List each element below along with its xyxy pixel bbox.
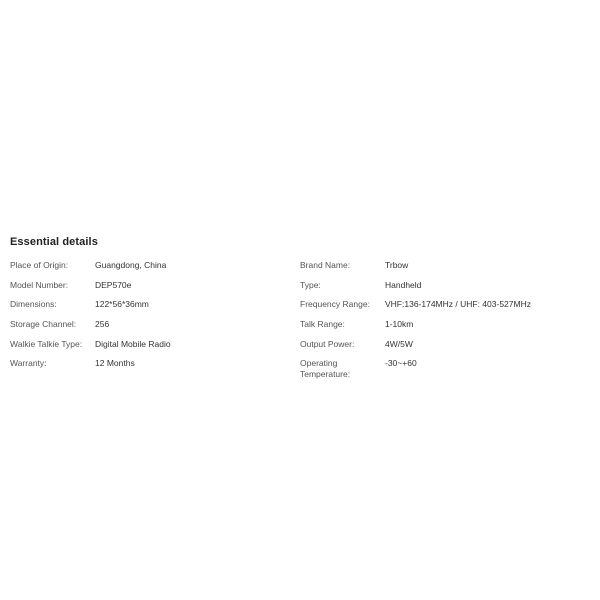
spec-row xyxy=(10,299,300,310)
spec-label: Place of Origin: xyxy=(10,260,69,270)
spec-value: Handheld xyxy=(385,279,422,290)
spec-row xyxy=(300,280,590,291)
spec-label: Warranty: xyxy=(10,358,47,369)
spec-row xyxy=(10,280,300,291)
spec-row xyxy=(300,339,590,350)
spec-label: Type: xyxy=(300,279,321,290)
specs-column-right xyxy=(300,260,590,388)
spec-row xyxy=(10,358,300,369)
spec-value: DEP570e xyxy=(95,279,132,290)
spec-row xyxy=(10,260,300,271)
spec-label: Dimensions: xyxy=(10,299,57,310)
spec-value: VHF:136-174MHz / UHF: 403-527MHz xyxy=(385,299,531,310)
spec-value: -30~+60 xyxy=(385,358,417,369)
spec-value: 122*56*36mm xyxy=(95,299,149,310)
spec-row xyxy=(300,260,590,271)
spec-label: Model Number: xyxy=(10,279,69,290)
spec-label: Output Power: xyxy=(300,338,355,349)
spec-value: Trbow xyxy=(385,260,409,270)
spec-row xyxy=(300,358,590,379)
spec-label: Brand Name: xyxy=(300,260,351,270)
spec-row xyxy=(300,319,590,330)
spec-label: Frequency Range: xyxy=(300,299,370,310)
spec-label: Talk Range: xyxy=(300,318,345,329)
spec-value: 12 Months xyxy=(95,358,135,369)
spec-value: 4W/5W xyxy=(385,338,413,349)
specs-column-left xyxy=(10,260,300,378)
spec-row xyxy=(10,339,300,350)
section-title: Essential details xyxy=(10,236,98,248)
spec-row xyxy=(10,319,300,330)
spec-value: 256 xyxy=(95,318,110,329)
spec-label: Walkie Talkie Type: xyxy=(10,338,83,349)
specs-columns xyxy=(10,260,590,388)
spec-value: 1-10km xyxy=(385,318,414,329)
spec-row xyxy=(300,299,590,310)
spec-label: Storage Channel: xyxy=(10,318,77,329)
spec-value: Digital Mobile Radio xyxy=(95,338,171,349)
spec-label: Operating Temperature: xyxy=(300,358,351,379)
spec-value: Guangdong, China xyxy=(95,260,167,270)
essential-details-section xyxy=(10,236,590,388)
